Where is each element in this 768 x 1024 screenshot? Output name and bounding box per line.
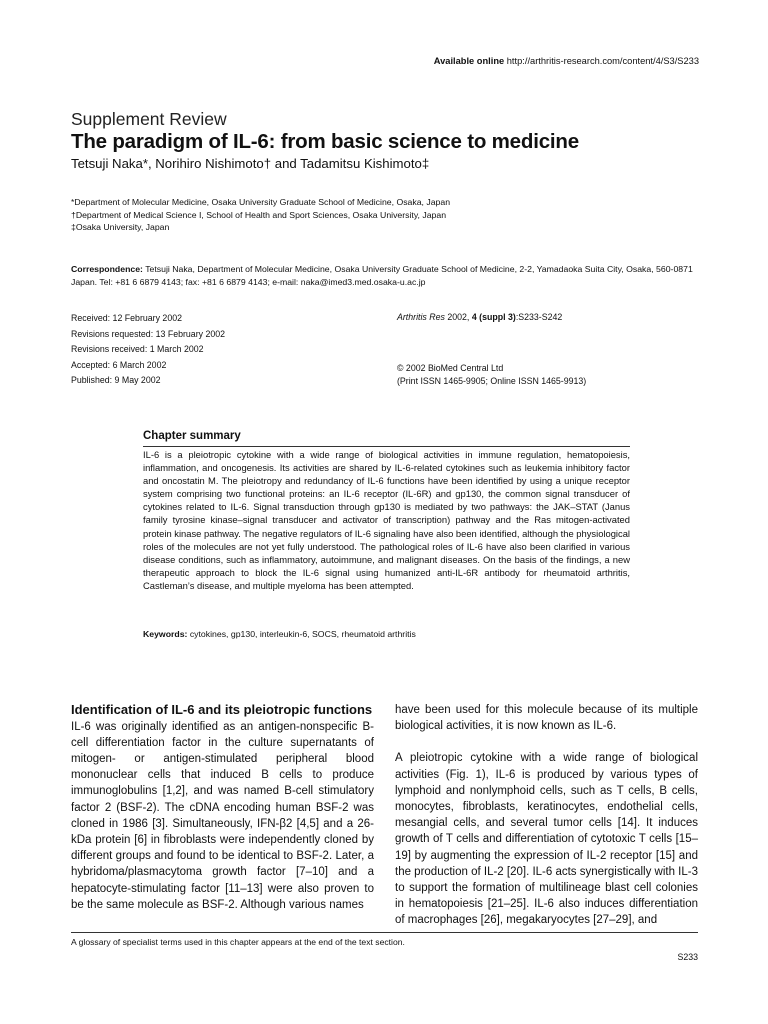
body-paragraph: IL-6 was originally identified as an antigen-nonspecific B-cell differentiation factor in the culture supernatants of mitogen- or antigen-stimulated peripheral blood mononuclear cells that induced B cells to produce immunoglobulins [1,2], and was named B-cell stimulatory factor 2 (BSF-2). The cDNA encoding human BSF-2 was cloned in 1986 [3]. Simultaneously, IFN-β2 [4,5] and a 26-kDa protein [6] in fibroblasts were independently cloned by different groups and found to be identical to BSF-2. Later, a hybridoma/plasmacytoma growth factor [7–10] and a hepatocyte-stimulating factor [11–13] were also proven to be the same molecule as BSF-2. Although various names	[71, 720, 374, 911]
page-number: S233	[677, 952, 698, 962]
journal-year: 2002,	[444, 312, 472, 322]
publication-history	[71, 311, 225, 389]
date-published: Published: 9 May 2002	[71, 375, 161, 386]
affiliation-3: ‡Osaka University, Japan	[71, 222, 170, 233]
chapter-summary-heading: Chapter summary	[143, 430, 241, 442]
journal-pages: :S233-S242	[515, 312, 563, 322]
right-column	[395, 702, 698, 929]
journal-citation	[397, 311, 562, 324]
section-heading: Identification of IL-6 and its pleiotropic functions	[71, 702, 373, 717]
online-label: Available online	[433, 56, 505, 66]
date-revisions-requested: Revisions requested: 13 February 2002	[71, 328, 226, 339]
affiliation-1: *Department of Molecular Medicine, Osaka University Graduate School of Medicine, Osaka, Japan	[71, 197, 451, 207]
footnote-divider	[71, 932, 698, 933]
copyright-line: © 2002 BioMed Central Ltd	[397, 363, 504, 373]
correspondence-label: Correspondence:	[71, 264, 143, 274]
date-accepted: Accepted: 6 March 2002	[71, 359, 167, 370]
keywords-list: cytokines, gp130, interleukin-6, SOCS, rheumatoid arthritis	[187, 629, 416, 639]
section-label: Supplement Review	[71, 109, 227, 129]
copyright-block	[397, 362, 586, 387]
affiliation-2: †Department of Medical Science I, School of Health and Sport Sciences, Osaka University, Japan	[71, 209, 447, 220]
body-paragraph: have been used for this molecule because of its multiple biological activities, it is now known as IL-6.	[395, 704, 698, 733]
keywords	[143, 629, 630, 639]
affiliations	[71, 196, 450, 234]
correspondence	[71, 263, 701, 289]
journal-volume: 4 (suppl 3)	[471, 312, 516, 322]
online-availability	[434, 56, 699, 66]
article-url[interactable]: http://arthritis-research.com/content/4/S3/S233	[506, 56, 699, 66]
summary-divider	[143, 446, 630, 447]
chapter-summary-text: IL-6 is a pleiotropic cytokine with a wide range of biological activities in immune regulation, hematopoiesis, inflammation, and oncogenesis. Its activities are shared by IL-6-related cytokines such as leukemia inhibitory factor and oncostatin M. The pleiotropy and redundancy of IL-6 functions have been identified by using a unique receptor system comprising two functional proteins: an IL-6 receptor (IL-6R) and gp130, the common signal transducer of cytokines related to IL-6. Signal transduction through gp130 is mediated by two pathways: the JAK–STAT (Janus family tyrosine kinase–signal transducer and activator of transcription) pathway and the Ras mitogen-activated protein kinase pathway. The negative regulators of IL-6 signaling have also been identified, although the physiological roles of the molecules are not yet fully understood. The pathological roles of IL-6 have also been clarified in various disease conditions, such as inflammatory, autoimmune, and malignant diseases. On the basis of the findings, a new therapeutic approach to block the IL-6 signal using humanized anti-IL-6R antibody for rheumatoid arthritis, Castleman’s disease, and multiple myeloma has been attempted.	[143, 449, 630, 591]
date-revisions-received: Revisions received: 1 March 2002	[71, 344, 204, 355]
issn-line: (Print ISSN 1465-9905; Online ISSN 1465-9913)	[397, 375, 587, 386]
glossary-footnote: A glossary of specialist terms used in this chapter appears at the end of the text section.	[71, 937, 405, 947]
article-title: The paradigm of IL-6: from basic science to medicine	[71, 130, 579, 153]
date-received: Received: 12 February 2002	[71, 313, 183, 323]
body-paragraph: A pleiotropic cytokine with a wide range of biological activities (Fig. 1), IL-6 is produced by various types of lymphoid and nonlymphoid cells, such as T cells, B cells, monocytes, fibroblasts, keratinocytes, endothelial cells, mesangial cells, and several tumor cells [14]. It induces growth of T cells and differentiation of cytotoxic T cells [15–19] by augmenting the expression of IL-2 receptor [15] and the production of IL-2 [20]. IL-6 acts synergistically with IL-3 to support the formation of multilineage blast cell colonies in hematopoiesis [21–25]. IL-6 also induces differentiation of macrophages [26], megakaryocytes [27–29], and	[395, 752, 698, 927]
correspondence-text: Tetsuji Naka, Department of Molecular Medicine, Osaka University Graduate School of Medicine, 2-2, Yamadaoka Suita City, Osaka, 560-0871 Japan. Tel: +81 6 6879 4143; fax: +81 6 6879 4143; e-mail: naka@imed3.med.osaka-u.ac.jp	[71, 264, 693, 287]
author-list: Tetsuji Naka*, Norihiro Nishimoto† and Tadamitsu Kishimoto‡	[71, 156, 430, 171]
journal-name: Arthritis Res	[397, 312, 445, 322]
keywords-label: Keywords:	[143, 629, 188, 639]
left-column	[71, 702, 374, 913]
